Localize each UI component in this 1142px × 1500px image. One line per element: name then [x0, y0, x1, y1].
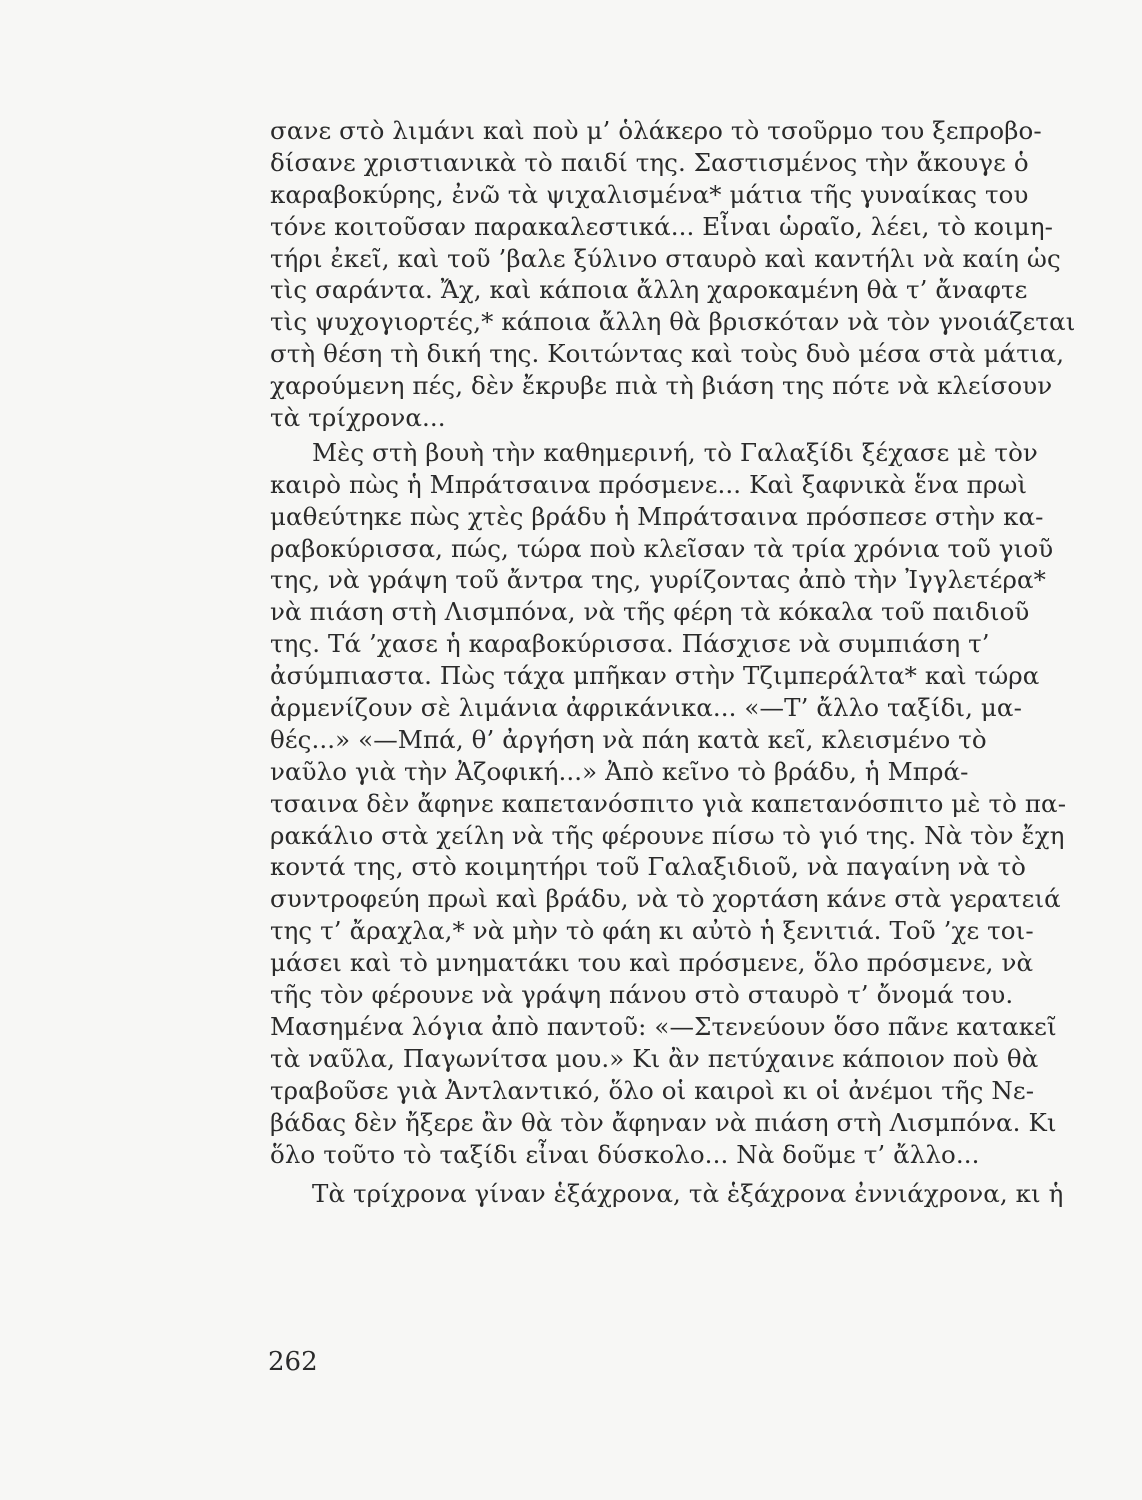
text-line: θές...» «—Μπά, θ’ ἀργήση νὰ πάη κατὰ κεῖ, κλεισμένο τὸ: [270, 724, 987, 754]
text-line: σανε στὸ λιμάνι καὶ ποὺ μ’ ὁλάκερο τὸ τσοῦρμο του ξεπροβο-: [270, 116, 1042, 145]
text-line: κοντά της, στὸ κοιμητήρι τοῦ Γαλαξιδιοῦ, νὰ παγαίνη νὰ τὸ: [270, 852, 1027, 882]
text-line: νὰ πιάση στὴ Λισμπόνα, νὰ τῆς φέρη τὰ κόκαλα τοῦ παιδιοῦ: [270, 597, 1030, 627]
text-line: ἀσύμπιαστα. Πὼς τάχα μπῆκαν στὴν Τζιμπεράλτα* καὶ τώρα: [270, 661, 1040, 691]
paragraph-start-line: Μὲς στὴ βουὴ τὴν καθημερινή, τὸ Γαλαξίδι ξέχασε μὲ τὸν: [312, 437, 1038, 467]
text-line: ραβοκύρισσα, πώς, τώρα ποὺ κλεῖσαν τὰ τρία χρόνια τοῦ γιοῦ: [270, 533, 1054, 563]
text-line: τὰ τρίχρονα...: [270, 403, 446, 433]
text-line: καραβοκύρης, ἐνῶ τὰ ψιχαλισμένα* μάτια τῆς γυναίκας του: [270, 179, 1029, 209]
text-line: τόνε κοιτοῦσαν παρακαλεστικά... Εἶναι ὡραῖο, λέει, τὸ κοιμη-: [270, 211, 1053, 241]
text-line: Μασημένα λόγια ἀπὸ παντοῦ: «—Στενεύουν ὅσο πᾶνε κατακεῖ: [270, 1011, 1057, 1041]
text-line: τὶς σαράντα. Ἄχ, καὶ κάποια ἄλλη χαροκαμένη θὰ τ’ ἄναφτε: [270, 275, 1028, 305]
text-line: της τ’ ἄραχλα,* νὰ μὴν τὸ φάη κι αὐτὸ ἡ ξενιτιά. Τοῦ ’χε τοι-: [270, 916, 1034, 946]
text-line: στὴ θέση τὴ δική της. Κοιτώντας καὶ τοὺς δυὸ μέσα στὰ μάτια,: [270, 339, 1065, 369]
text-line: τήρι ἐκεῖ, καὶ τοῦ ’βαλε ξύλινο σταυρὸ καὶ καντήλι νὰ καίη ὡς: [270, 243, 1061, 273]
text-line: τραβοῦσε γιὰ Ἀντλαντικό, ὅλο οἱ καιροὶ κι οἱ ἀνέμοι τῆς Νε-: [270, 1075, 1035, 1105]
text-line: δίσανε χριστιανικὰ τὸ παιδί της. Σαστισμένος τὴν ἄκουγε ὁ: [270, 147, 1029, 177]
page-number: 262: [268, 1347, 318, 1377]
text-line: ρακάλιο στὰ χείλη νὰ τῆς φέρουνε πίσω τὸ γιό της. Νὰ τὸν ἔχη: [270, 820, 1065, 850]
text-line: βάδας δὲν ἤξερε ἂν θὰ τὸν ἄφηναν νὰ πιάση στὴ Λισμπόνα. Κι: [270, 1107, 1057, 1137]
body-text: [270, 115, 1076, 1210]
text-line: ναῦλο γιὰ τὴν Ἀζοφική...» Ἀπὸ κεῖνο τὸ βράδυ, ἡ Μπρά-: [270, 756, 969, 786]
text-line: της, νὰ γράψη τοῦ ἄντρα της, γυρίζοντας ἀπὸ τὴν Ἰγγλετέρα*: [270, 565, 1046, 595]
text-line: τὰ ναῦλα, Παγωνίτσα μου.» Κι ἂν πετύχαινε κάποιον ποὺ θὰ: [270, 1043, 1039, 1073]
text-line: χαρούμενη πές, δὲν ἔκρυβε πιὰ τὴ βιάση της πότε νὰ κλείσουν: [270, 371, 1053, 401]
text-line: ὅλο τοῦτο τὸ ταξίδι εἶναι δύσκολο... Νὰ δοῦμε τ’ ἄλλο...: [270, 1139, 980, 1169]
text-line: τὶς ψυχογιορτές,* κάποια ἄλλη θὰ βρισκόταν νὰ τὸν γνοιάζεται: [270, 307, 1076, 337]
text-line: τῆς τὸν φέρουνε νὰ γράψη πάνου στὸ σταυρὸ τ’ ὄνομά του.: [270, 980, 1014, 1010]
paragraph-start-line: Τὰ τρίχρονα γίναν ἑξάχρονα, τὰ ἑξάχρονα ἐννιάχρονα, κι ἡ: [312, 1179, 1064, 1209]
text-line: τσαινα δὲν ἄφηνε καπετανόσπιτο γιὰ καπετανόσπιτο μὲ τὸ πα-: [270, 788, 1067, 818]
text-line: ἀρμενίζουν σὲ λιμάνια ἀφρικάνικα... «—Τ’ ἄλλο ταξίδι, μα-: [270, 693, 1022, 723]
text-line: μαθεύτηκε πὼς χτὲς βράδυ ἡ Μπράτσαινα πρόσπεσε στὴν κα-: [270, 501, 1044, 531]
text-line: συντροφεύη πρωὶ καὶ βράδυ, νὰ τὸ χορτάση κάνε στὰ γερατειά: [270, 884, 1061, 914]
text-line: της. Τά ’χασε ἡ καραβοκύρισσα. Πάσχισε νὰ συμπιάση τ’: [270, 629, 990, 659]
text-line: μάσει καὶ τὸ μνηματάκι του καὶ πρόσμενε, ὅλο πρόσμενε, νὰ: [270, 948, 1034, 978]
text-line: καιρὸ πὼς ἡ Μπράτσαινα πρόσμενε... Καὶ ξαφνικὰ ἕνα πρωὶ: [270, 469, 1028, 499]
